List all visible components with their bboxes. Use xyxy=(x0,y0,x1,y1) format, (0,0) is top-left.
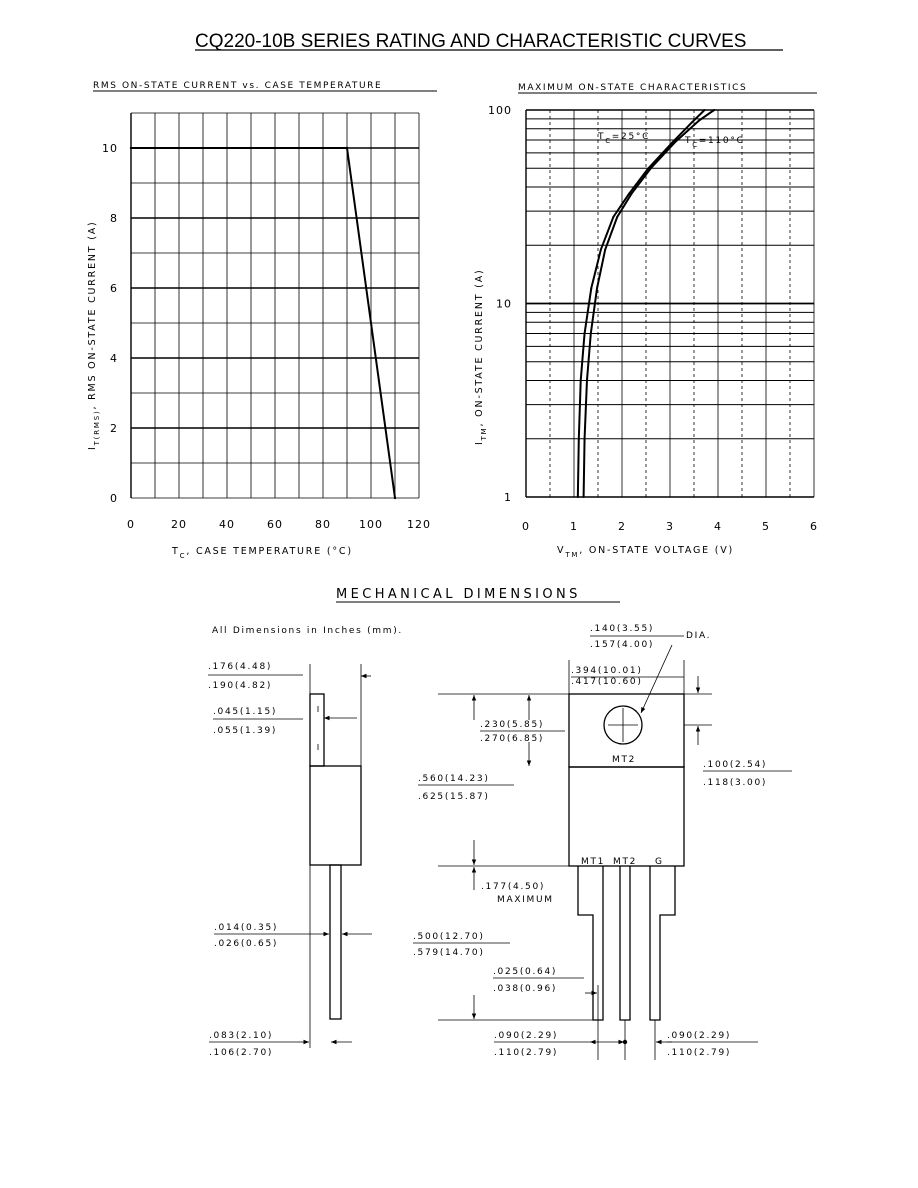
data-point xyxy=(586,380,588,382)
svg-text:.177(4.50): .177(4.50) xyxy=(481,882,546,892)
chart2-ylabel: $I_{TM}$, ON-STATE CURRENT (A) xyxy=(474,268,488,445)
y-tick-label: 1 xyxy=(504,491,512,504)
data-point xyxy=(584,332,586,334)
chart1-title: RMS ON-STATE CURRENT vs. CASE TEMPERATURE xyxy=(93,81,383,91)
svg-text:.579(14.70): .579(14.70) xyxy=(413,948,485,958)
series-label-110c: $T_C=110^\circ C$ xyxy=(685,136,745,149)
data-point xyxy=(600,249,602,251)
svg-text:.270(6.85): .270(6.85) xyxy=(480,734,545,744)
x-tick-label: 40 xyxy=(219,518,235,531)
page-title: CQ220-10B SERIES RATING AND CHARACTERISTIC CURVES xyxy=(195,31,747,52)
chart1-xlabel: $T_C$, CASE TEMPERATURE (°C) xyxy=(172,546,353,560)
x-tick-label: 5 xyxy=(762,520,770,533)
data-point xyxy=(590,287,592,289)
data-point xyxy=(394,497,396,499)
x-tick-label: 3 xyxy=(666,520,674,533)
data-point xyxy=(698,120,700,122)
svg-text:.140(3.55): .140(3.55) xyxy=(590,624,655,634)
x-tick-label: 4 xyxy=(714,520,722,533)
x-tick-label: 100 xyxy=(359,518,383,531)
side-view-dims xyxy=(208,662,303,1058)
x-tick-label: 0 xyxy=(522,520,530,533)
data-point xyxy=(584,438,586,440)
svg-text:.055(1.39): .055(1.39) xyxy=(213,726,278,736)
y-tick-label: 0 xyxy=(110,492,118,505)
data-point xyxy=(578,438,580,440)
svg-text:MT2: MT2 xyxy=(613,857,638,867)
svg-text:.625(15.87): .625(15.87) xyxy=(418,792,490,802)
x-tick-label: 1 xyxy=(570,520,578,533)
data-point xyxy=(130,147,132,149)
svg-text:.106(2.70): .106(2.70) xyxy=(209,1048,274,1058)
chart2-title: MAXIMUM ON-STATE CHARACTERISTICS xyxy=(518,83,748,93)
front-view-drawing xyxy=(438,645,712,1060)
svg-text:.157(4.00): .157(4.00) xyxy=(590,640,655,650)
svg-text:MAXIMUM: MAXIMUM xyxy=(497,895,554,905)
svg-text:.090(2.29): .090(2.29) xyxy=(667,1031,732,1041)
x-tick-label: 20 xyxy=(171,518,187,531)
svg-text:.100(2.54): .100(2.54) xyxy=(703,760,768,770)
data-point xyxy=(704,109,706,111)
x-tick-label: 60 xyxy=(267,518,283,531)
chart2-xlabel: $V_{TM}$, ON-STATE VOLTAGE (V) xyxy=(557,545,735,559)
data-point xyxy=(346,147,348,149)
x-tick-label: 2 xyxy=(618,520,626,533)
dimensions-note: All Dimensions in Inches (mm). xyxy=(212,626,403,636)
svg-text:.500(12.70): .500(12.70) xyxy=(413,932,485,942)
y-tick-label: 10 xyxy=(496,297,512,311)
chart-rms-current xyxy=(87,81,437,560)
x-tick-label: 0 xyxy=(127,518,135,531)
mechanical-dimensions xyxy=(208,587,792,1060)
y-tick-label: 10 xyxy=(102,142,118,155)
data-point xyxy=(580,380,582,382)
y-tick-label: 6 xyxy=(110,282,118,295)
svg-text:.083(2.10): .083(2.10) xyxy=(209,1031,274,1041)
x-tick-label: 120 xyxy=(407,518,431,531)
data-point xyxy=(647,167,649,169)
data-point xyxy=(713,109,715,111)
data-point xyxy=(583,496,585,498)
svg-text:.118(3.00): .118(3.00) xyxy=(703,778,768,788)
data-point xyxy=(612,216,614,218)
y-tick-label: 2 xyxy=(110,422,118,435)
side-view-drawing xyxy=(298,664,372,1048)
y-tick-label: 100 xyxy=(488,104,512,117)
data-point xyxy=(671,141,673,143)
svg-text:.417(10.60): .417(10.60) xyxy=(571,677,643,687)
svg-text:.394(10.01): .394(10.01) xyxy=(571,666,643,676)
series-label-25c: $T_C=25^\circ C$ xyxy=(598,132,651,145)
svg-text:MT1: MT1 xyxy=(581,857,606,867)
svg-text:.090(2.29): .090(2.29) xyxy=(494,1031,559,1041)
svg-text:MT2: MT2 xyxy=(612,755,637,765)
mechanical-title: MECHANICAL DIMENSIONS xyxy=(336,587,581,602)
data-point xyxy=(590,332,592,334)
y-tick-label: 4 xyxy=(110,352,118,365)
chart1-ylabel: $I_{T(RMS)}$, RMS ON-STATE CURRENT (A) xyxy=(87,220,101,450)
svg-text:.026(0.65): .026(0.65) xyxy=(214,939,279,949)
svg-text:G: G xyxy=(655,857,664,867)
svg-text:.176(4.48): .176(4.48) xyxy=(208,662,273,672)
svg-text:.045(1.15): .045(1.15) xyxy=(213,707,278,717)
svg-text:DIA.: DIA. xyxy=(686,631,712,641)
data-point xyxy=(691,122,693,124)
data-point xyxy=(577,496,579,498)
svg-text:.025(0.64): .025(0.64) xyxy=(493,967,558,977)
svg-text:.230(5.85): .230(5.85) xyxy=(480,720,545,730)
svg-text:.038(0.96): .038(0.96) xyxy=(493,984,558,994)
x-tick-label: 6 xyxy=(810,520,818,533)
data-point xyxy=(596,287,598,289)
data-point xyxy=(604,249,606,251)
svg-text:.014(0.35): .014(0.35) xyxy=(214,923,279,933)
data-point xyxy=(616,216,618,218)
svg-text:.110(2.79): .110(2.79) xyxy=(667,1048,732,1058)
svg-text:.560(14.23): .560(14.23) xyxy=(418,774,490,784)
svg-text:.190(4.82): .190(4.82) xyxy=(208,681,273,691)
svg-text:.110(2.79): .110(2.79) xyxy=(494,1048,559,1058)
data-point xyxy=(628,193,630,195)
chart-on-state-characteristics xyxy=(474,83,818,559)
y-tick-label: 8 xyxy=(110,212,118,225)
x-tick-label: 80 xyxy=(315,518,331,531)
